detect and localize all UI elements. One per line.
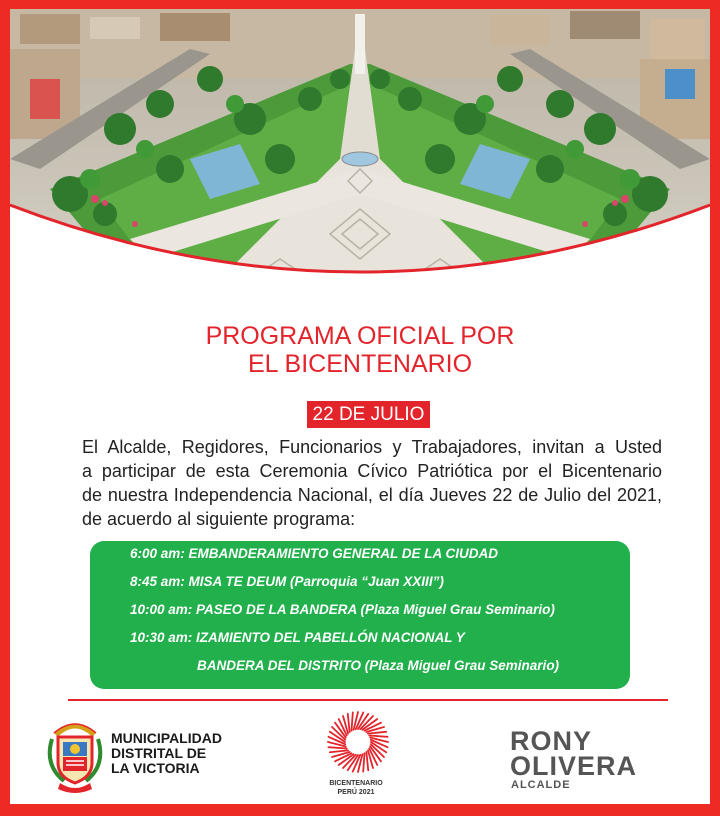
title-line-1: PROGRAMA OFICIAL POR xyxy=(205,322,515,350)
footer-divider xyxy=(68,699,668,701)
intro-line: de nuestra Independencia Nacional, el día Jueves 22 de Julio del 2021, xyxy=(82,485,662,505)
intro-line: a participar de esta Ceremonia Cívico Patriótica por el Bicentenario xyxy=(82,461,662,481)
bicentennial-caption xyxy=(316,779,396,797)
bicentennial-line: PERÚ 2021 xyxy=(337,789,375,796)
intro-line: El Alcalde, Regidores, Funcionarios y Trabajadores, invitan a Usted xyxy=(82,437,662,457)
municipality-line: DISTRITAL DE xyxy=(111,745,207,761)
aerial-plaza-photo xyxy=(10,9,710,309)
mayor-signature-block xyxy=(510,726,638,791)
sunburst-ray xyxy=(328,747,346,748)
municipality-name xyxy=(111,731,222,776)
mayor-role: ALCALDE xyxy=(511,779,571,791)
municipal-crest-icon xyxy=(46,715,104,793)
program-item: 10:00 am: PASEO DE LA BANDERA (Plaza Miguel Grau Seminario) xyxy=(130,602,555,617)
mayor-first-name: RONY xyxy=(510,726,593,756)
program-box xyxy=(90,541,630,689)
sunburst-ray xyxy=(330,750,348,752)
sunburst-ray xyxy=(363,753,364,771)
program-item: 8:45 am: MISA TE DEUM (Parroquia “Juan XXIII”) xyxy=(130,574,444,589)
date-badge: 22 DE JULIO xyxy=(307,401,430,428)
program-item: 10:30 am: IZAMIENTO DEL PABELLÓN NACIONAL Y xyxy=(130,630,465,645)
program-item-continued: BANDERA DEL DISTRITO (Plaza Miguel Grau Seminario) xyxy=(197,658,560,673)
mayor-last-name: OLIVERA xyxy=(510,751,638,781)
sunburst-ray xyxy=(352,712,353,730)
sunburst-ray xyxy=(369,736,387,737)
intro-line: de acuerdo al siguiente programa: xyxy=(82,509,356,529)
municipality-line: LA VICTORIA xyxy=(111,760,200,776)
program-item: 6:00 am: EMBANDERAMIENTO GENERAL DE LA CIUDAD xyxy=(130,546,499,561)
title-line-2: EL BICENTENARIO xyxy=(247,350,473,378)
sunburst-ray xyxy=(348,714,350,732)
invitation-card xyxy=(10,9,710,804)
bicentennial-line: BICENTENARIO xyxy=(329,780,383,787)
municipality-line: MUNICIPALIDAD xyxy=(111,730,222,746)
intro-paragraph xyxy=(82,435,662,531)
sunburst-ray xyxy=(368,732,386,734)
bicentennial-sunburst-logo xyxy=(326,709,390,775)
sunburst-ray xyxy=(366,752,368,770)
